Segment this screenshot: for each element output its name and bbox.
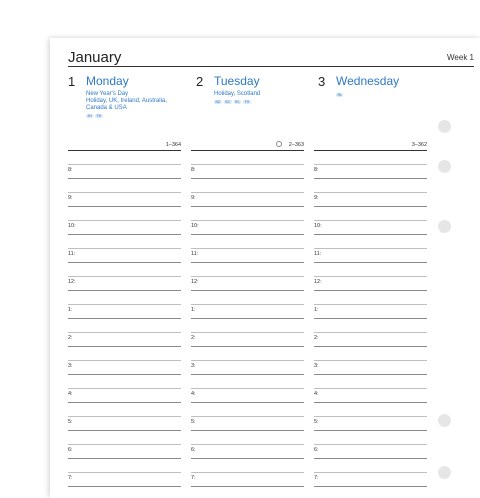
hour-label: 3:	[191, 363, 196, 369]
hour-label: 5:	[68, 419, 73, 425]
holiday-badge: RL	[337, 93, 342, 97]
hour-label: 10:	[314, 223, 322, 229]
hour-slot[interactable]	[314, 235, 427, 263]
hour-label: 12:	[191, 279, 199, 285]
month-title: January	[68, 49, 122, 66]
header-rule	[68, 66, 474, 67]
hour-slot[interactable]	[68, 263, 181, 291]
hour-label: 10:	[68, 223, 76, 229]
hour-slot[interactable]	[68, 319, 181, 347]
hour-slot[interactable]	[314, 263, 427, 291]
holiday-badge: TH	[244, 100, 250, 104]
hour-slot[interactable]	[314, 291, 427, 319]
day-column-tuesday	[191, 144, 304, 487]
hour-label: 8:	[68, 167, 73, 173]
column-top-rule	[68, 144, 181, 151]
hour-slot[interactable]	[314, 151, 427, 179]
hour-slot[interactable]	[68, 403, 181, 431]
hour-label: 9:	[314, 195, 319, 201]
holiday-badge: RL	[235, 100, 240, 104]
hour-label: 6:	[68, 447, 73, 453]
day-count: 3–362	[411, 142, 427, 148]
hour-label: 9:	[68, 195, 73, 201]
day-count: 2–363	[288, 142, 304, 148]
hour-slot[interactable]	[191, 431, 304, 459]
holiday-badges	[214, 100, 314, 104]
hour-slot[interactable]	[68, 375, 181, 403]
hour-label: 8:	[314, 167, 319, 173]
hour-slot[interactable]	[314, 431, 427, 459]
column-top-rule	[314, 144, 427, 151]
hour-slot[interactable]	[314, 179, 427, 207]
hour-label: 3:	[68, 363, 73, 369]
day-note: Holiday, Scotland	[214, 91, 261, 97]
day-note: Holiday, UK, Ireland, Australia,	[86, 98, 167, 104]
hour-label: 9:	[191, 195, 196, 201]
day-number: 2	[196, 74, 204, 89]
hour-slot[interactable]	[191, 263, 304, 291]
day-notes	[336, 91, 436, 97]
punch-hole	[438, 414, 451, 427]
column-top-rule	[191, 144, 304, 151]
day-number: 1	[68, 74, 76, 89]
hour-slot[interactable]	[68, 151, 181, 179]
hour-label: 11:	[68, 251, 76, 257]
holiday-badge: NZ	[215, 100, 221, 104]
diary-page	[50, 38, 480, 498]
hour-label: 12:	[68, 279, 76, 285]
hour-label: 3:	[314, 363, 319, 369]
hour-slot[interactable]	[68, 291, 181, 319]
hour-label: 4:	[68, 391, 73, 397]
hour-label: 7:	[191, 475, 196, 481]
hour-label: 11:	[314, 251, 322, 257]
hour-label: 6:	[191, 447, 196, 453]
hour-label: 11:	[191, 251, 199, 257]
hour-slot[interactable]	[191, 179, 304, 207]
hour-slot[interactable]	[191, 235, 304, 263]
holiday-badge: TK	[96, 114, 102, 118]
hour-slot[interactable]	[314, 347, 427, 375]
day-notes	[214, 91, 314, 104]
hour-slot[interactable]	[191, 347, 304, 375]
week-label: Week 1	[447, 53, 474, 62]
hour-slot[interactable]	[68, 235, 181, 263]
punch-hole	[438, 220, 451, 233]
day-number: 3	[318, 74, 326, 89]
hour-label: 5:	[314, 419, 319, 425]
punch-hole	[438, 120, 451, 133]
hour-slot[interactable]	[191, 403, 304, 431]
day-column-wednesday	[314, 144, 427, 487]
hour-label: 7:	[314, 475, 319, 481]
moon-phase-icon	[276, 141, 282, 147]
hour-label: 1:	[191, 307, 196, 313]
day-name: Wednesday	[336, 74, 400, 88]
hour-label: 6:	[314, 447, 319, 453]
hour-slot[interactable]	[68, 459, 181, 487]
hour-slot[interactable]	[191, 319, 304, 347]
hour-slot[interactable]	[191, 459, 304, 487]
hour-label: 10:	[191, 223, 199, 229]
hour-label: 5:	[191, 419, 196, 425]
holiday-badge: SC	[225, 100, 231, 104]
hour-slot[interactable]	[314, 207, 427, 235]
hour-label: 7:	[68, 475, 73, 481]
day-name: Tuesday	[214, 74, 260, 88]
hour-slot[interactable]	[68, 179, 181, 207]
hour-label: 1:	[68, 307, 73, 313]
hour-label: 12:	[314, 279, 322, 285]
day-notes	[86, 91, 186, 118]
day-column-monday	[68, 144, 181, 487]
hour-label: 2:	[314, 335, 319, 341]
hour-slot[interactable]	[191, 151, 304, 179]
hour-slot[interactable]	[68, 207, 181, 235]
hour-slot[interactable]	[191, 375, 304, 403]
hour-slot[interactable]	[191, 207, 304, 235]
hour-slot[interactable]	[314, 319, 427, 347]
hour-slot[interactable]	[314, 375, 427, 403]
hour-slot[interactable]	[68, 431, 181, 459]
holiday-badge: JH	[87, 114, 92, 118]
day-count: 1–364	[165, 142, 181, 148]
hour-label: 4:	[314, 391, 319, 397]
hour-label: 2:	[68, 335, 73, 341]
holiday-badges	[336, 93, 436, 97]
hour-slot[interactable]	[314, 403, 427, 431]
hour-slot[interactable]	[191, 291, 304, 319]
hour-label: 8:	[191, 167, 196, 173]
day-note: New Year's Day	[86, 91, 129, 97]
hour-slot[interactable]	[314, 459, 427, 487]
day-name: Monday	[86, 74, 129, 88]
holiday-badges	[86, 114, 186, 118]
hour-label: 2:	[191, 335, 196, 341]
hour-label: 1:	[314, 307, 319, 313]
hour-label: 4:	[191, 391, 196, 397]
day-note: Canada & USA	[86, 105, 127, 111]
punch-hole	[438, 466, 451, 479]
punch-hole	[438, 160, 451, 173]
hour-slot[interactable]	[68, 347, 181, 375]
